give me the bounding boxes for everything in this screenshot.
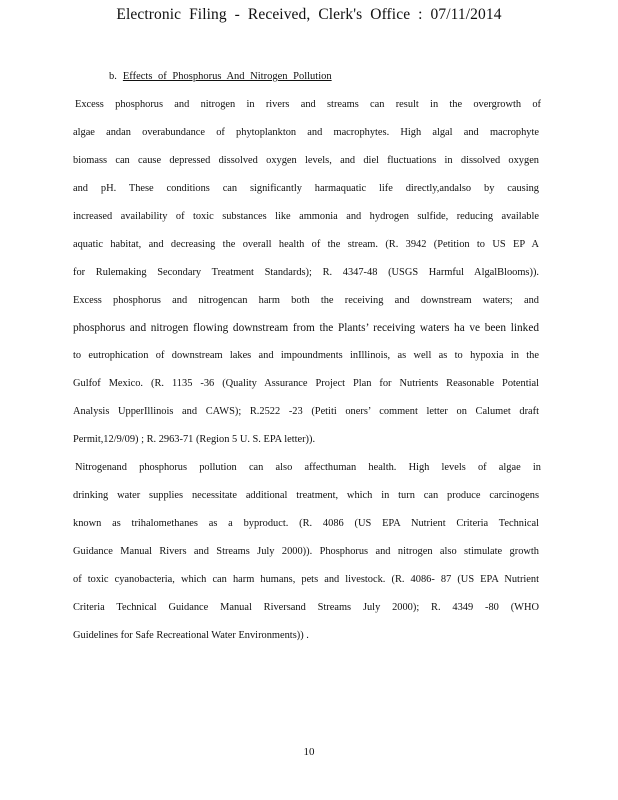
paragraph-line: biomass can cause depressed dissolved oxygen levels, and diel fluctuations in dissolved oxygen xyxy=(73,155,539,166)
section-title: Effects of Phosphorus And Nitrogen Pollution xyxy=(122,71,332,82)
filing-header: Electronic Filing - Received, Clerk's Office : 07/11/2014 xyxy=(116,6,502,23)
paragraph-line: and pH. These conditions can significantly harmaquatic life directly,andalso by causing xyxy=(73,183,539,194)
section-letter: b. xyxy=(109,71,117,82)
paragraph-line: Permit,12/9/09) ; R. 2963-71 (Region 5 U. S. EPA letter)). xyxy=(73,434,316,445)
paragraph-line: known as trihalomethanes as a byproduct. (R. 4086 (US EPA Nutrient Criteria Technical xyxy=(73,518,539,529)
paragraph-line: algae andan overabundance of phytoplankton and macrophytes. High algal and macrophyte xyxy=(73,127,539,138)
paragraph-line: increased availability of toxic substances like ammonia and hydrogen sulfide, reducing available xyxy=(73,211,539,222)
paragraph-line: Gulfof Mexico. (R. 1135 -36 (Quality Assurance Project Plan for Nutrients Reasonable Potential xyxy=(73,378,539,389)
paragraph-line: for Rulemaking Secondary Treatment Standards); R. 4347-48 (USGS Harmful AlgalBlooms)). xyxy=(73,267,539,278)
paragraph-line: Criteria Technical Guidance Manual Riversand Streams July 2000); R. 4349 -80 (WHO xyxy=(73,602,539,613)
paragraph-line: aquatic habitat, and decreasing the overall health of the stream. (R. 3942 (Petition to US EP A xyxy=(73,239,539,250)
paragraph-line: of toxic cyanobacteria, which can harm humans, pets and livestock. (R. 4086- 87 (US EPA Nutrient xyxy=(73,574,539,585)
paragraph-line: Excess phosphorus and nitrogen in rivers and streams can result in the overgrowth of xyxy=(75,99,541,110)
paragraph-line: Guidelines for Safe Recreational Water Environments)) . xyxy=(73,630,309,641)
paragraph-line: Analysis UpperIllinois and CAWS); R.2522 -23 (Petiti oners’ comment letter on Calumet draft xyxy=(73,406,539,417)
page-number: 10 xyxy=(303,746,315,758)
paragraph-line: Excess phosphorus and nitrogencan harm both the receiving and downstream waters; and xyxy=(73,295,539,306)
paragraph-line: phosphorus and nitrogen flowing downstream from the Plants’ receiving waters ha ve been linked xyxy=(73,322,539,334)
paragraph-line: Nitrogenand phosphorus pollution can also affecthuman health. High levels of algae in xyxy=(75,462,541,473)
paragraph-line: drinking water supplies necessitate additional treatment, which in turn can produce carcinogens xyxy=(73,490,539,501)
section-heading xyxy=(109,71,332,82)
paragraph-line: to eutrophication of downstream lakes and impoundments inIllinois, as well as to hypoxia in the xyxy=(73,350,539,361)
paragraph-line: Guidance Manual Rivers and Streams July 2000)). Phosphorus and nitrogen also stimulate growth xyxy=(73,546,539,557)
